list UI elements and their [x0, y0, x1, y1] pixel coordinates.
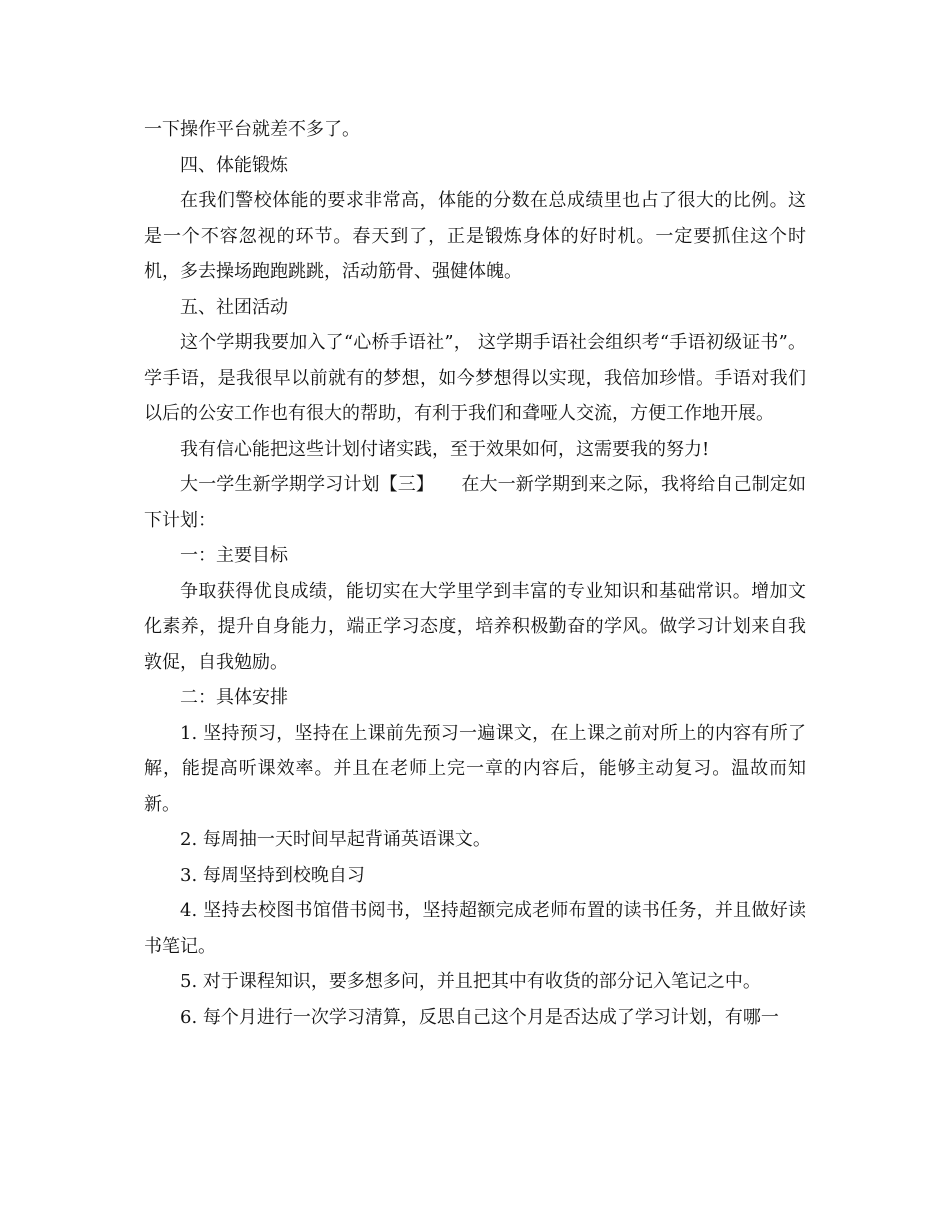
paragraph-fitness: 在我们警校体能的要求非常高，体能的分数在总成绩里也占了很大的比例。这是一个不容忽视的环节。春天到了，正是锻炼身体的好时机。一定要抓住这个时机，多去操场跑跑跳跳，活动筋骨、强健体魄。 [144, 190, 806, 282]
list-item-3: 3. 每周坚持到校晚自习 [180, 864, 365, 886]
paragraph-confidence: 我有信心能把这些计划付诸实践，至于效果如何，这需要我的努力! [180, 438, 710, 460]
paragraph-plan-three-intro: 大一学生新学期学习计划【三】 在大一新学期到来之际，我将给自己制定如下计划： [144, 474, 806, 531]
section-heading-main-goal: 一：主要目标 [180, 545, 288, 566]
paragraph-clubs: 这个学期我要加入了“心桥手语社”， 这学期手语社会组织考“手语初级证书”。 学手语，是我很早以前就有的梦想，如今梦想得以实现，我倍加珍惜。手语对我们以后的公安工作也有很大的帮助，有利于我们和聋哑人交流，方便工作地开展。 [144, 332, 806, 424]
section-heading-arrangement: 二：具体安排 [180, 687, 288, 708]
section-heading-clubs: 五、社团活动 [180, 296, 288, 318]
list-item-4: 4. 坚持去校图书馆借书阅书，坚持超额完成老师布置的读书任务，并且做好读书笔记。 [144, 900, 806, 957]
list-item-1: 1. 坚持预习，坚持在上课前先预习一遍课文，在上课之前对所上的内容有所了解，能提高听课效率。并且在老师上完一章的内容后，能够主动复习。温故而知新。 [144, 722, 806, 815]
paragraph-continuation: 一下操作平台就差不多了。 [144, 119, 360, 140]
paragraph-main-goal: 争取获得优良成绩，能切实在大学里学到丰富的专业知识和基础常识。增加文化素养，提升自身能力，端正学习态度，培养积极勤奋的学风。做学习计划来自我敦促，自我勉励。 [144, 580, 806, 673]
document-body [144, 112, 806, 1035]
section-heading-fitness: 四、体能锻炼 [180, 154, 288, 176]
list-item-5: 5. 对于课程知识，要多想多问，并且把其中有收货的部分记入笔记之中。 [180, 971, 761, 992]
list-item-6: 6. 每个月进行一次学习清算，反思自己这个月是否达成了学习计划，有哪一 [180, 1006, 779, 1028]
list-item-2: 2. 每周抽一天时间早起背诵英语课文。 [180, 829, 491, 850]
